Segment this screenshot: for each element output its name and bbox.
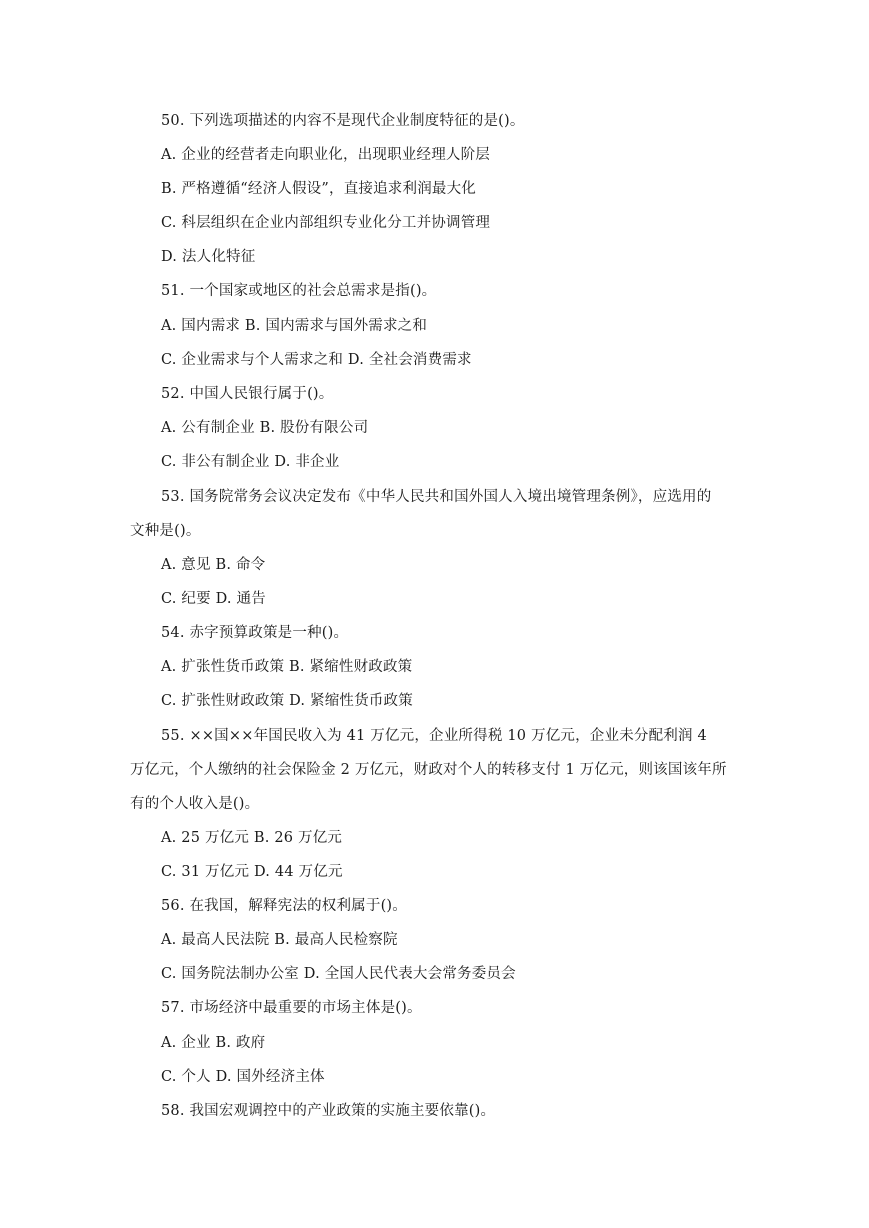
question-56-options-cd: C. 国务院法制办公室 D. 全国人民代表大会常务委员会 <box>161 966 516 982</box>
question-55-stem: 55. ××国××年国民收入为 41 万亿元，企业所得税 10 万亿元，企业未分配利润 4 <box>161 728 707 744</box>
question-51-stem: 51. 一个国家或地区的社会总需求是指()。 <box>161 283 437 299</box>
question-50-option-d: D. 法人化特征 <box>161 249 256 265</box>
question-55-stem-continued-2: 有的个人收入是()。 <box>130 796 260 812</box>
question-53-stem-continued: 文种是()。 <box>130 523 201 539</box>
question-55-options-ab: A. 25 万亿元 B. 26 万亿元 <box>161 830 343 846</box>
question-54-options-cd: C. 扩张性财政政策 D. 紧缩性货币政策 <box>161 693 413 709</box>
question-50-option-a: A. 企业的经营者走向职业化，出现职业经理人阶层 <box>161 147 490 163</box>
question-54-options-ab: A. 扩张性货币政策 B. 紧缩性财政政策 <box>161 659 413 675</box>
question-51-options-cd: C. 企业需求与个人需求之和 D. 全社会消费需求 <box>161 352 472 368</box>
question-57-options-ab: A. 企业 B. 政府 <box>161 1035 266 1051</box>
question-51-options-ab: A. 国内需求 B. 国内需求与国外需求之和 <box>161 318 428 334</box>
question-50-option-b: B. 严格遵循“经济人假设”，直接追求利润最大化 <box>161 181 476 197</box>
question-57-stem: 57. 市场经济中最重要的市场主体是()。 <box>161 1000 422 1016</box>
question-58-stem: 58. 我国宏观调控中的产业政策的实施主要依靠()。 <box>161 1103 496 1119</box>
question-57-options-cd: C. 个人 D. 国外经济主体 <box>161 1069 325 1085</box>
question-55-options-cd: C. 31 万亿元 D. 44 万亿元 <box>161 864 343 880</box>
question-53-stem: 53. 国务院常务会议决定发布《中华人民共和国外国人入境出境管理条例》，应选用的 <box>161 489 712 505</box>
question-56-options-ab: A. 最高人民法院 B. 最高人民检察院 <box>161 932 398 948</box>
question-56-stem: 56. 在我国，解释宪法的权利属于()。 <box>161 898 407 914</box>
question-50-option-c: C. 科层组织在企业内部组织专业化分工并协调管理 <box>161 215 491 231</box>
question-53-options-ab: A. 意见 B. 命令 <box>161 557 266 573</box>
question-55-stem-continued-1: 万亿元，个人缴纳的社会保险金 2 万亿元，财政对个人的转移支付 1 万亿元，则该国该年所 <box>130 762 727 778</box>
question-52-stem: 52. 中国人民银行属于()。 <box>161 386 334 402</box>
question-50-stem: 50. 下列选项描述的内容不是现代企业制度特征的是()。 <box>161 113 525 129</box>
question-54-stem: 54. 赤字预算政策是一种()。 <box>161 625 349 641</box>
question-52-options-cd: C. 非公有制企业 D. 非企业 <box>161 454 340 470</box>
question-53-options-cd: C. 纪要 D. 通告 <box>161 591 266 607</box>
question-52-options-ab: A. 公有制企业 B. 股份有限公司 <box>161 420 369 436</box>
